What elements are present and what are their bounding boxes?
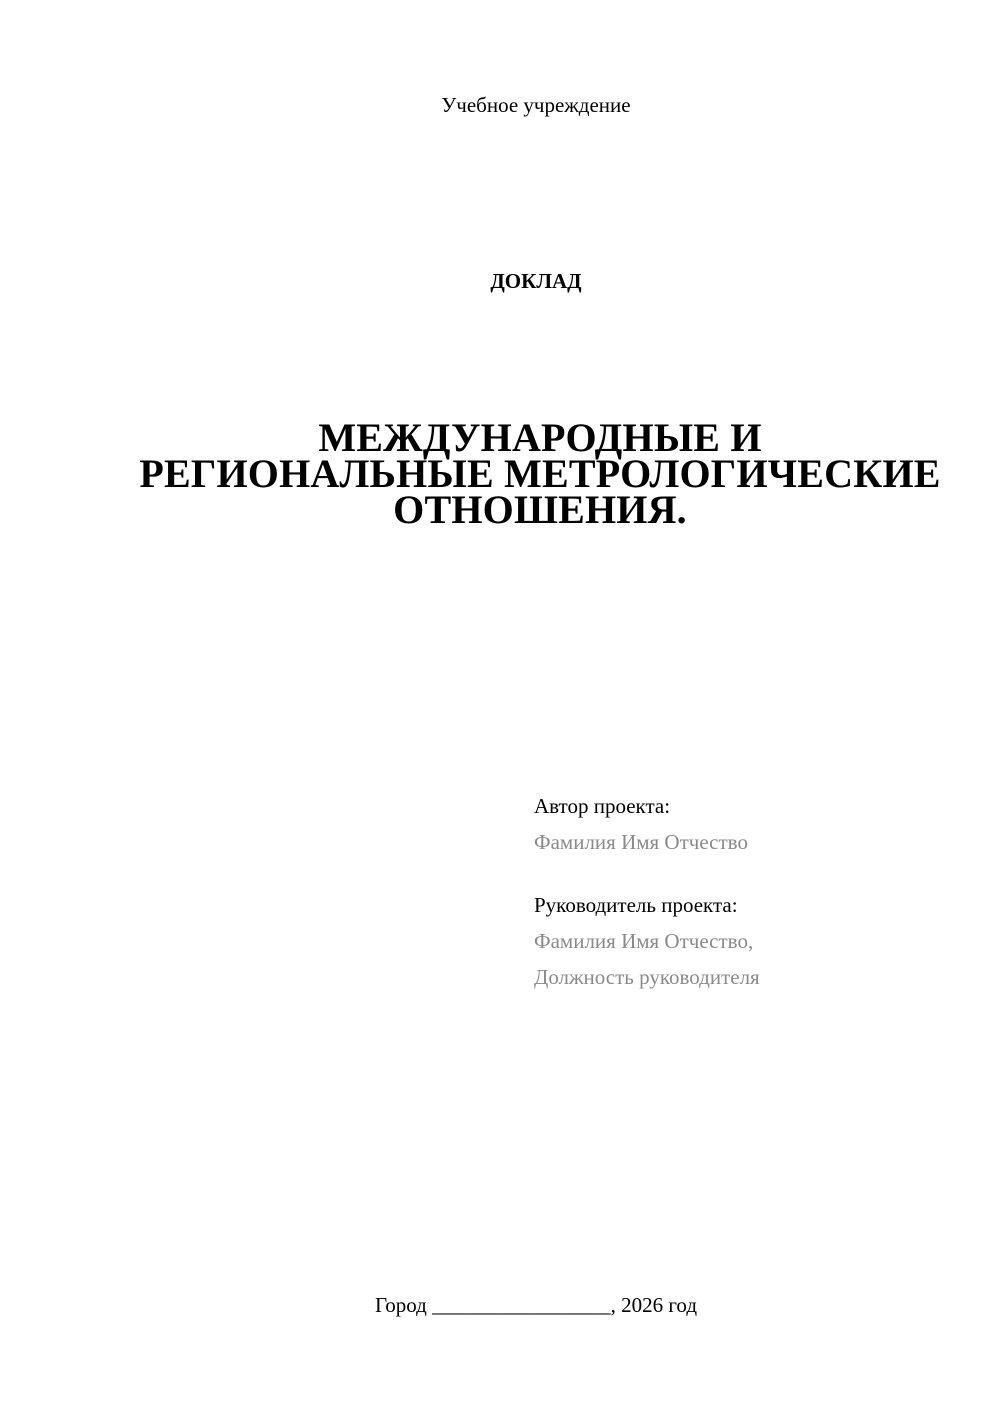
supervisor-position: Должность руководителя: [534, 965, 760, 989]
author-label: Автор проекта:: [534, 794, 671, 818]
document-title: [110, 415, 970, 532]
supervisor-label: Руководитель проекта:: [534, 893, 738, 917]
title-line-2: РЕГИОНАЛЬНЫЕ МЕТРОЛОГИЧЕСКИЕ: [139, 451, 941, 496]
document-type: ДОКЛАД: [490, 269, 582, 293]
title-line-3: ОТНОШЕНИЯ.: [393, 487, 687, 532]
title-line-1: МЕЖДУНАРОДНЫЕ И: [318, 415, 762, 460]
credits-spacer: [534, 860, 760, 887]
city-year-line: Город _________________, 2026 год: [374, 1293, 698, 1317]
credits-block: [534, 788, 760, 995]
institution-name: Учебное учреждение: [441, 93, 631, 117]
supervisor-name: Фамилия Имя Отчество,: [534, 929, 754, 953]
author-name: Фамилия Имя Отчество: [534, 830, 748, 854]
